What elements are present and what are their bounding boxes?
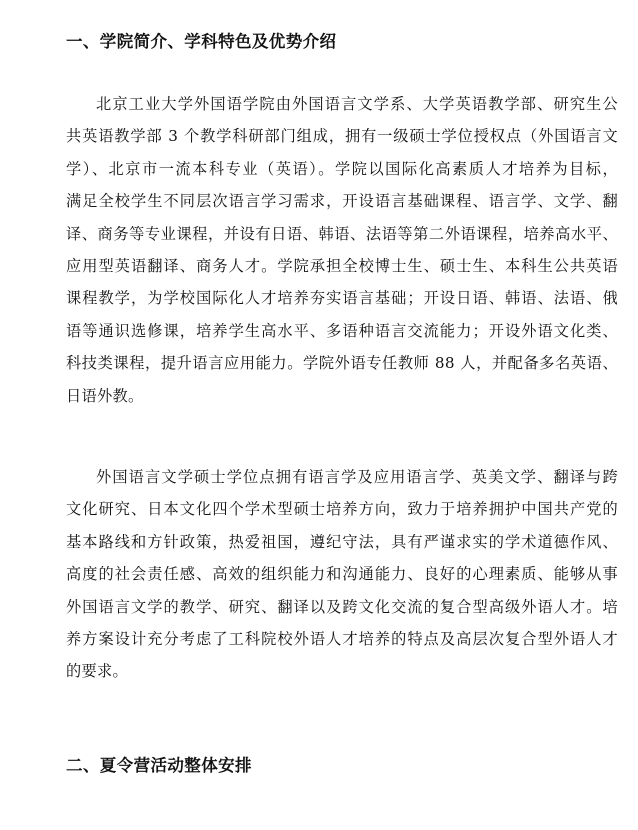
paragraph-line: 日语外教。 bbox=[66, 386, 144, 405]
paragraph-line: 养方案设计充分考虑了工科院校外语人才培养的特点及高层次复合型外语人才 bbox=[66, 629, 618, 648]
paragraph-line: 学）、北京市一流本科专业（英语）。学院以国际化高素质人才培养为目标， bbox=[66, 159, 618, 178]
paragraph-college-intro bbox=[66, 88, 618, 412]
paragraph-line: 基本路线和方针政策，热爱祖国，遵纪守法，具有严谨求实的学术道德作风、 bbox=[66, 532, 618, 551]
paragraph-line: 满足全校学生不同层次语言学习需求，开设语言基础课程、语言学、文学、翻 bbox=[66, 192, 618, 211]
paragraph-line: 共英语教学部 3 个教学科研部门组成，拥有一级硕士学位授权点（外国语言文 bbox=[66, 127, 618, 146]
paragraph-line: 科技类课程，提升语言应用能力。学院外语专任教师 88 人，并配备多名英语、 bbox=[66, 354, 618, 373]
paragraph-line: 课程教学，为学校国际化人才培养夯实语言基础；开设日语、韩语、法语、俄 bbox=[66, 289, 618, 308]
paragraph-line: 外国语言文学硕士学位点拥有语言学及应用语言学、英美文学、翻译与跨 bbox=[96, 468, 618, 486]
paragraph-line: 译、商务等专业课程，并设有日语、韩语、法语等第二外语课程，培养高水平、 bbox=[66, 224, 618, 243]
paragraph-line: 外国语言文学的教学、研究、翻译以及跨文化交流的复合型高级外语人才。培 bbox=[66, 597, 618, 616]
section-heading-2: 二、夏令营活动整体安排 bbox=[66, 756, 252, 775]
paragraph-line: 语等通识选修课，培养学生高水平、多语种语言交流能力；开设外语文化类、 bbox=[66, 321, 618, 340]
paragraph-line: 高度的社会责任感、高效的组织能力和沟通能力、良好的心理素质、能够从事 bbox=[66, 565, 618, 584]
paragraph-line: 文化研究、日本文化四个学术型硕士培养方向，致力于培养拥护中国共产党的 bbox=[66, 500, 618, 519]
paragraph-line: 应用型英语翻译、商务人才。学院承担全校博士生、硕士生、本科生公共英语 bbox=[66, 256, 618, 275]
paragraph-line: 北京工业大学外国语学院由外国语言文学系、大学英语教学部、研究生公 bbox=[96, 95, 618, 113]
paragraph-masters-program bbox=[66, 461, 618, 688]
paragraph-line: 的要求。 bbox=[66, 662, 128, 681]
section-heading-1: 一、学院简介、学科特色及优势介绍 bbox=[66, 32, 337, 51]
